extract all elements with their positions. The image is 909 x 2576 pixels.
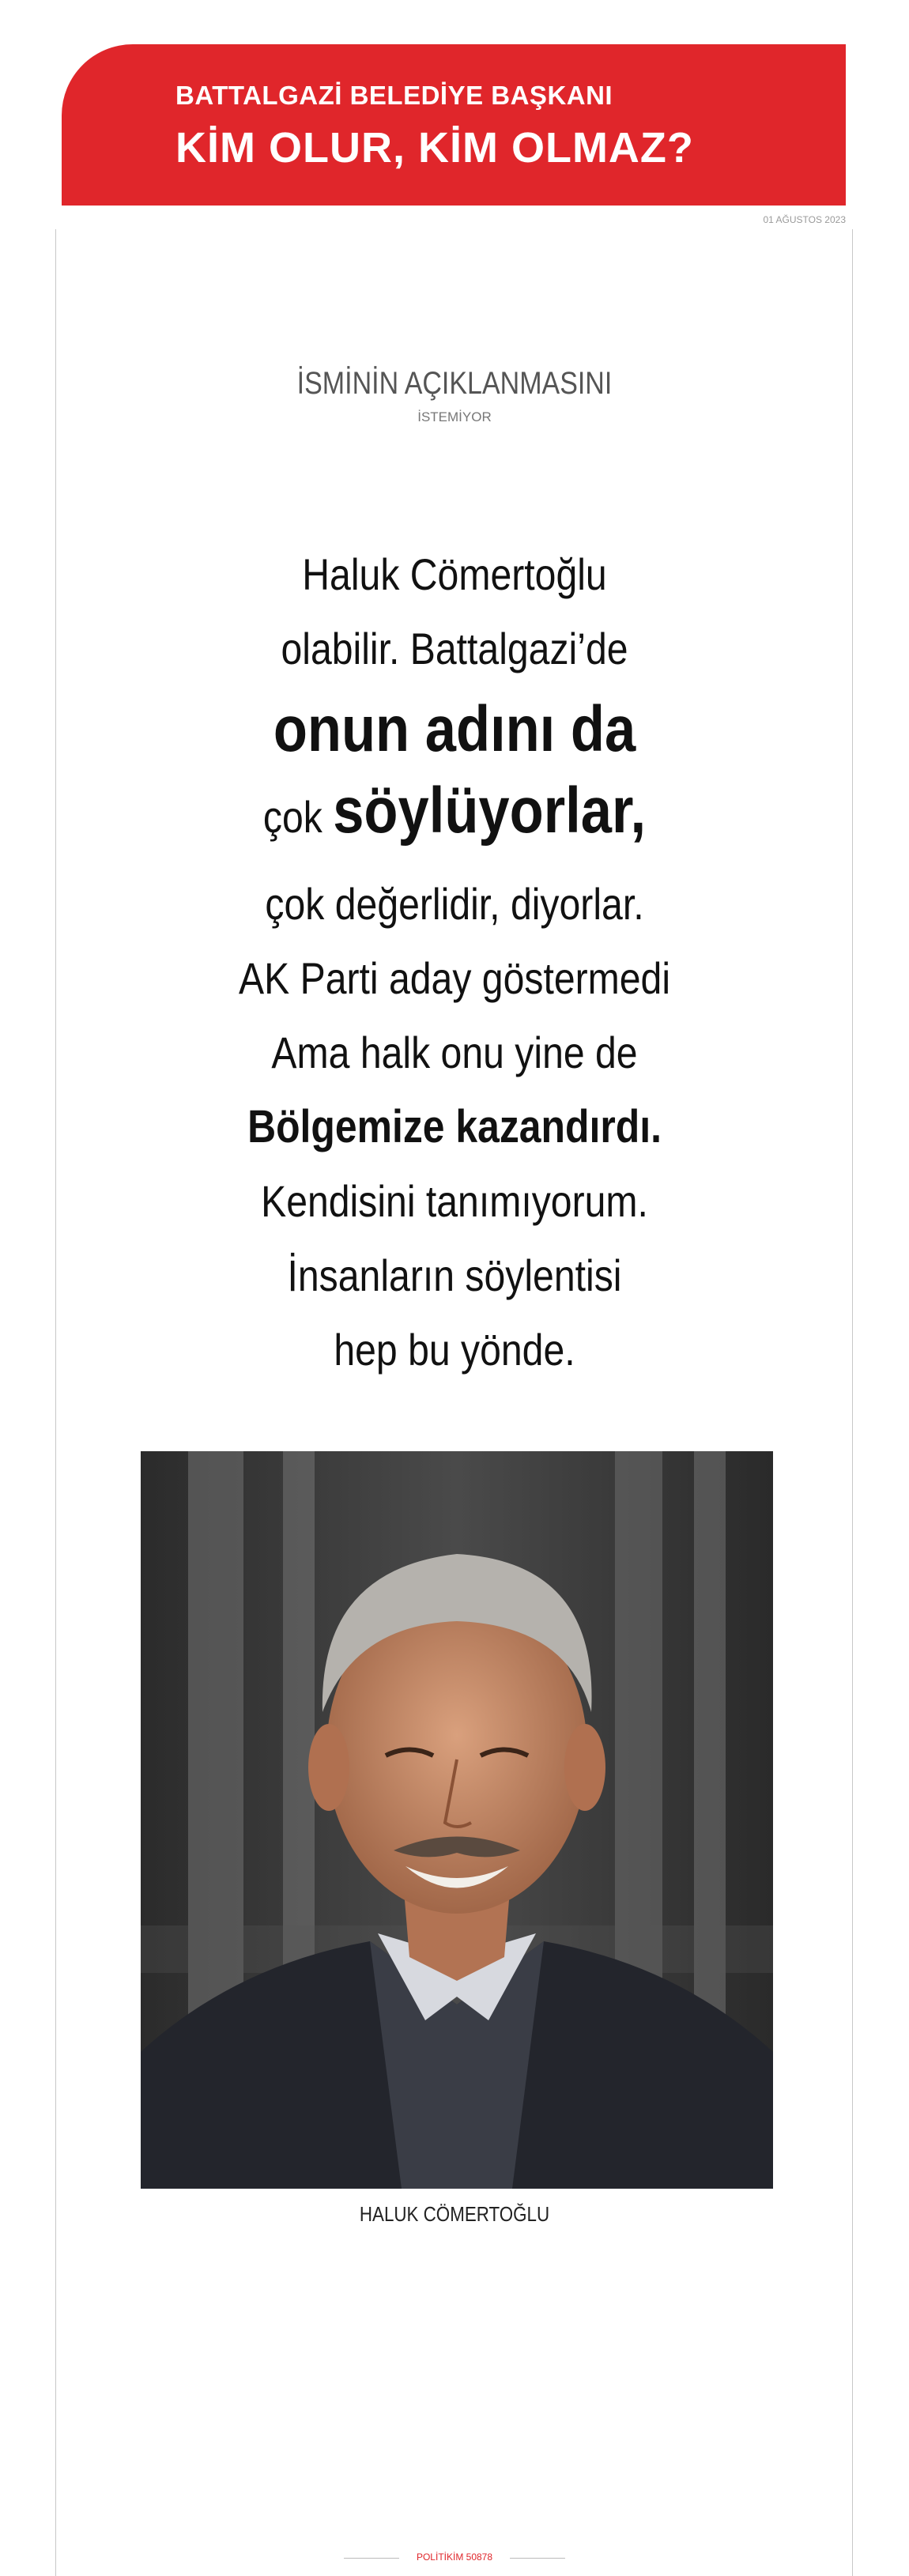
headline-kicker: BATTALGAZİ BELEDİYE BAŞKANI [175,81,613,110]
quote-fragment: çok [262,792,334,842]
source-sublabel: İSTEMİYOR [417,409,492,424]
footer-rule-right [510,2558,565,2559]
quote-line-bold: Bölgemize kazandırdı. [247,1101,662,1152]
quote-line: Ama halk onu yine de [271,1028,638,1077]
quote-line: çok değerlidir, diyorlar. [265,879,644,929]
footer-page-label: POLİTİKİM 50878 [416,2551,493,2563]
headline-title: KİM OLUR, KİM OLMAZ? [175,124,694,172]
source-label: İSMİNİN AÇIKLANMASINI [296,366,613,401]
quote-line: AK Parti aday göstermedi [238,953,671,1003]
quote-line: İnsanların söylentisi [287,1250,622,1300]
quote-block [0,537,909,1387]
quote-line: hep bu yönde. [334,1325,575,1375]
portrait-illustration [141,1451,773,2189]
quote-line: olabilir. Battalgazi’de [281,624,628,673]
quote-line: Kendisini tanımıyorum. [261,1176,648,1226]
photo-caption: HALUK CÖMERTOĞLU [359,2202,550,2226]
quote-line-mixed [64,773,846,867]
portrait-photo [141,1451,773,2189]
quote-line: Haluk Cömertoğlu [302,549,607,599]
publish-date: 01 AĞUSTOS 2023 [763,214,846,225]
quote-line-emphasis: onun adını da [273,693,636,765]
headline-banner [62,44,846,206]
quote-fragment-emphasis: söylüyorlar, [333,775,647,847]
